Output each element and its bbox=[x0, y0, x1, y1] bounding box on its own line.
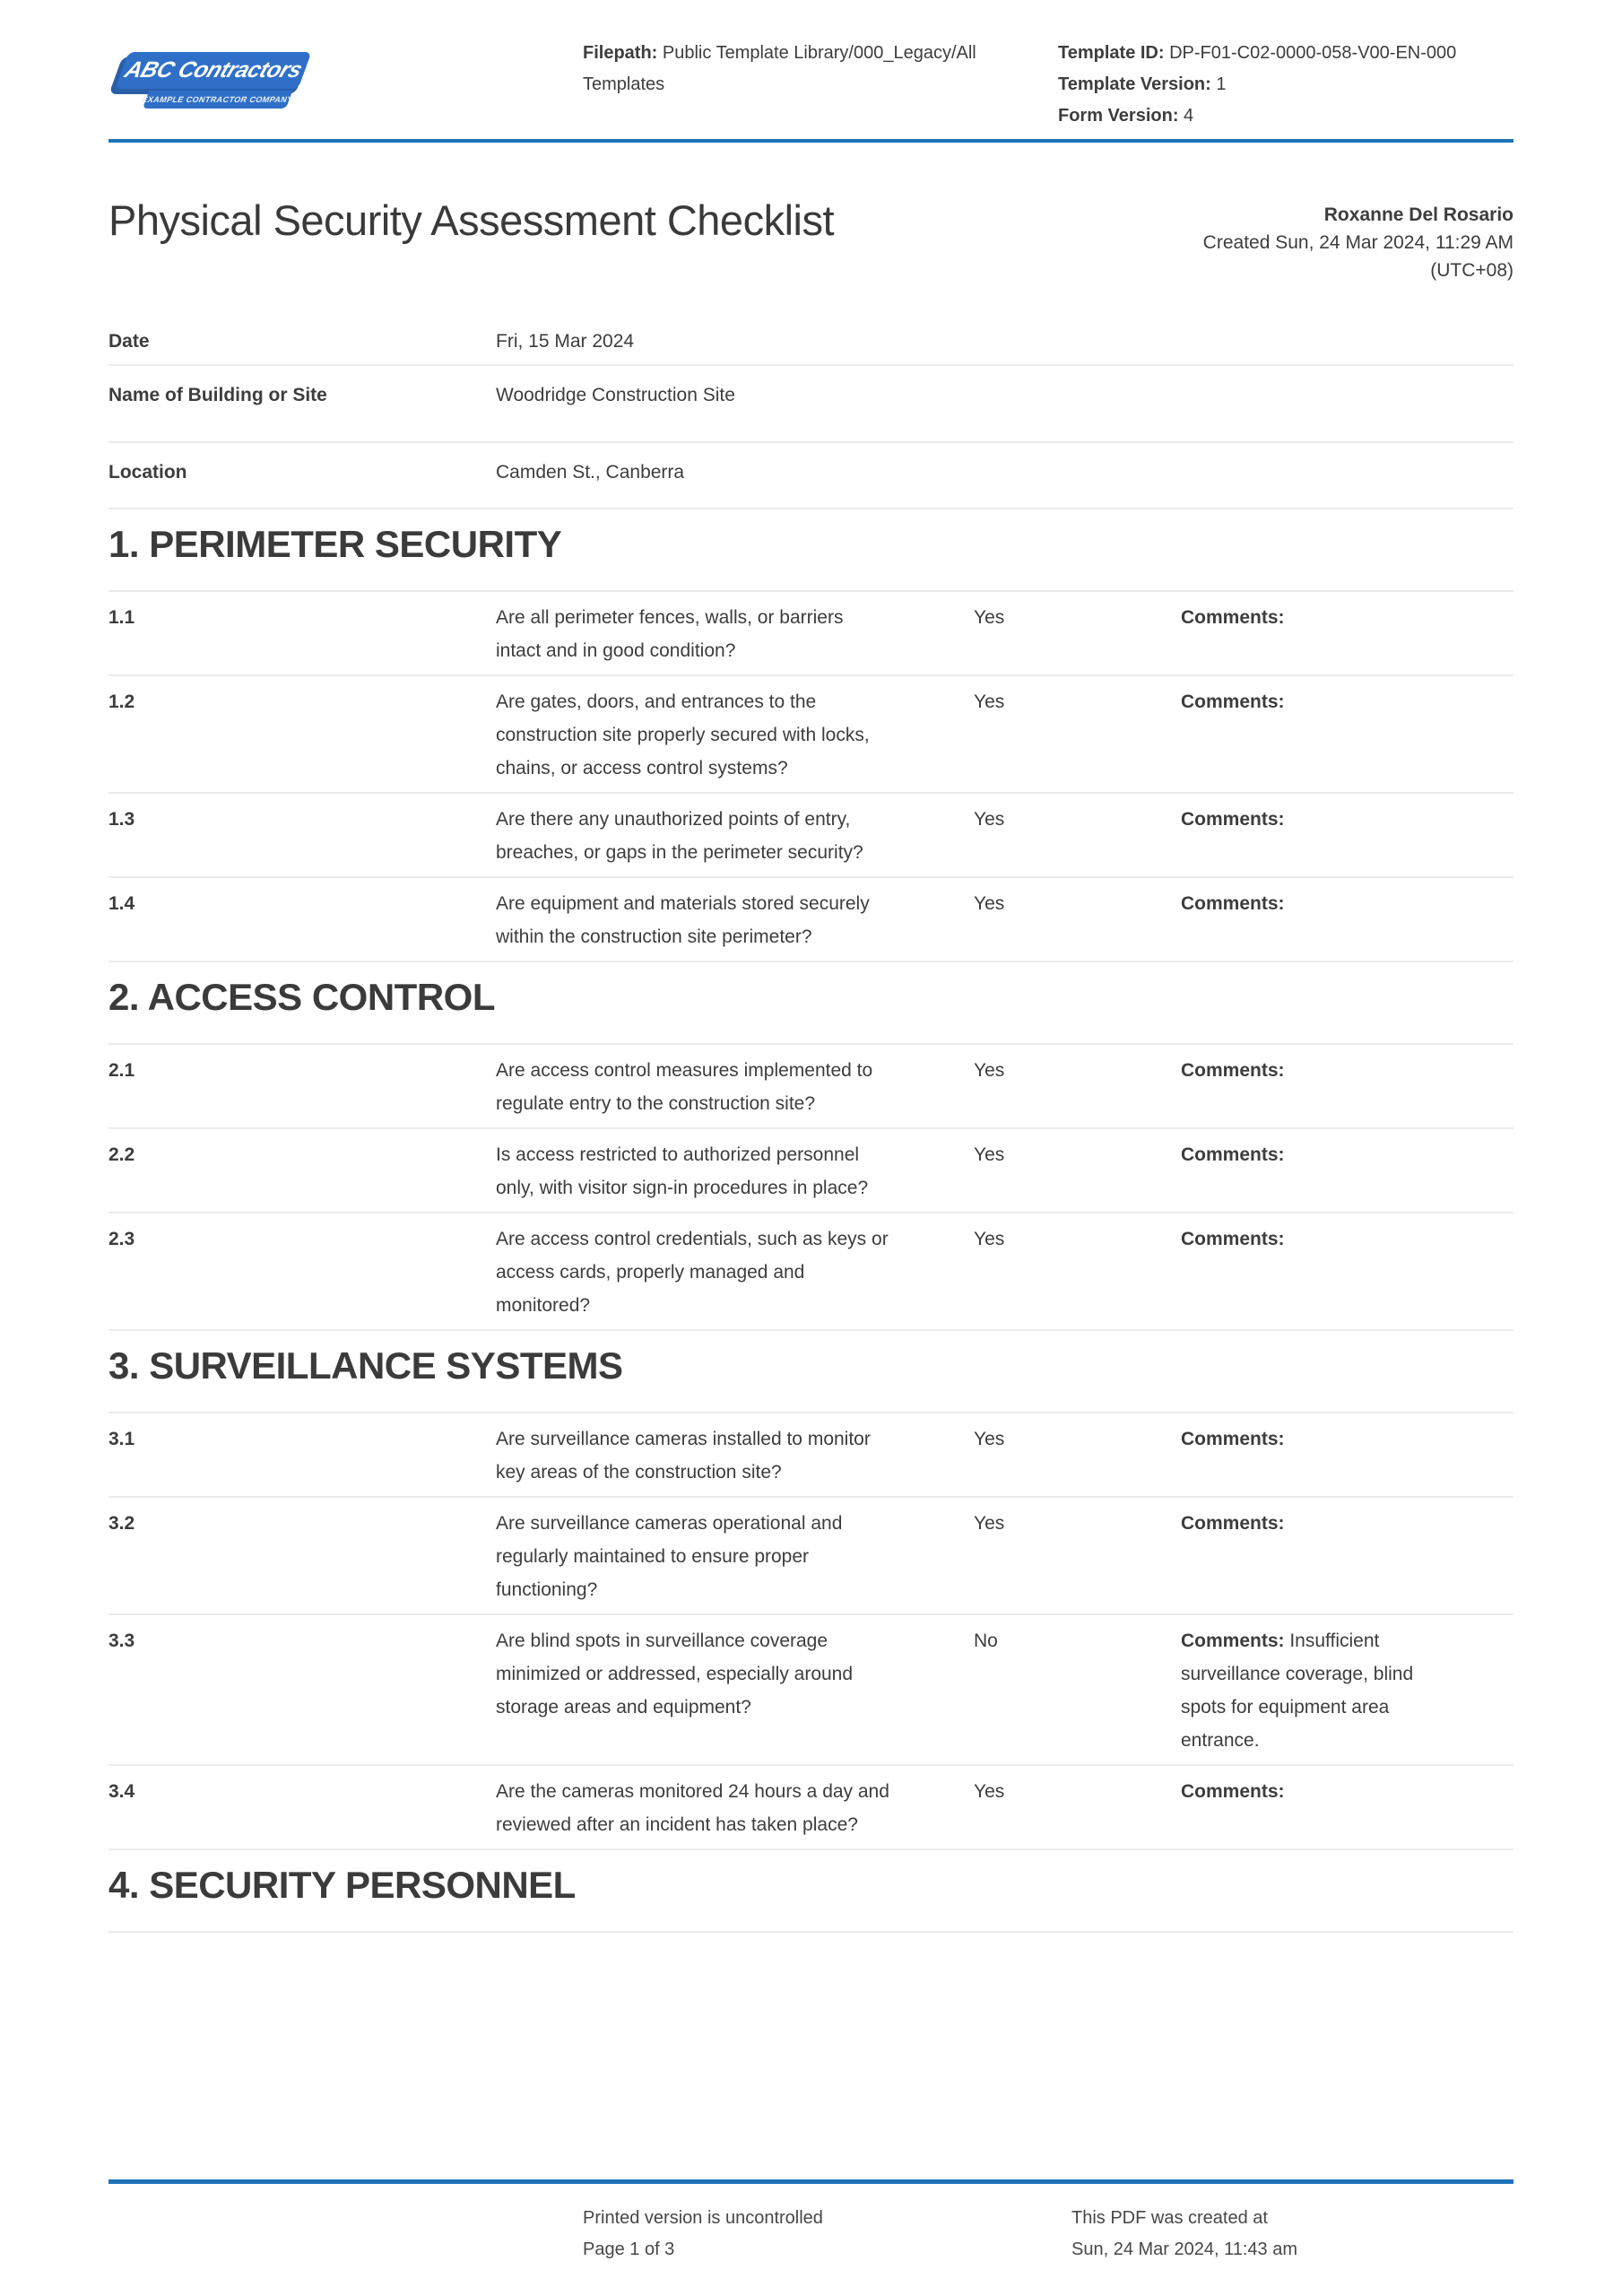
sections-container bbox=[108, 509, 1514, 1933]
footer-divider-rule bbox=[108, 2179, 1514, 2184]
meta-table bbox=[108, 312, 1514, 509]
meta-field-label: Name of Building or Site bbox=[108, 385, 327, 405]
item-comments bbox=[1181, 803, 1514, 869]
item-question: Are surveillance cameras operational and regularly maintained to ensure proper functioning? bbox=[496, 1513, 843, 1600]
item-number: 3.4 bbox=[108, 1781, 135, 1802]
item-number: 1.1 bbox=[108, 607, 135, 628]
item-comments bbox=[1181, 1775, 1514, 1841]
item-question: Are access control measures implemented to regulate entry to the construction site? bbox=[496, 1060, 873, 1114]
item-comments bbox=[1181, 601, 1514, 667]
page-title: Physical Security Assessment Checklist bbox=[108, 196, 835, 244]
item-answer: Yes bbox=[974, 1229, 1005, 1249]
comments-label: Comments: bbox=[1181, 607, 1285, 628]
item-answer: Yes bbox=[974, 1781, 1005, 1802]
item-answer: Yes bbox=[974, 1513, 1005, 1534]
comments-label: Comments: bbox=[1181, 1631, 1285, 1651]
item-comments bbox=[1181, 1507, 1514, 1606]
logo-tagline-band bbox=[140, 89, 295, 109]
template-id-line bbox=[1058, 38, 1542, 69]
item-answer: Yes bbox=[974, 809, 1005, 830]
logo-subtitle: EXAMPLE CONTRACTOR COMPANY bbox=[140, 95, 295, 104]
logo-title: ABC Contractors bbox=[121, 57, 306, 83]
item-answer: Yes bbox=[974, 893, 1005, 914]
checklist-item-row bbox=[108, 1766, 1514, 1850]
footer-left-block bbox=[583, 2203, 823, 2266]
checklist-item-row bbox=[108, 592, 1514, 676]
meta-field-label: Date bbox=[108, 331, 150, 352]
comments-label: Comments: bbox=[1181, 1229, 1285, 1249]
section-heading: 1. PERIMETER SECURITY bbox=[108, 509, 1514, 592]
footer-created-note: This PDF was created at bbox=[1071, 2208, 1268, 2228]
footer-right-block bbox=[1071, 2203, 1297, 2266]
footer-created-date: Sun, 24 Mar 2024, 11:43 am bbox=[1071, 2239, 1298, 2259]
header-template-info bbox=[1058, 38, 1542, 132]
meta-field-label: Location bbox=[108, 462, 187, 483]
header-divider-rule bbox=[108, 139, 1514, 143]
item-comments bbox=[1181, 1138, 1514, 1205]
checklist-item-row bbox=[108, 1615, 1514, 1766]
footer-page-number: Page 1 of 3 bbox=[583, 2239, 675, 2259]
item-number: 3.3 bbox=[108, 1631, 135, 1651]
meta-field-row bbox=[108, 366, 1514, 443]
comments-label: Comments: bbox=[1181, 809, 1285, 830]
header-filepath bbox=[583, 38, 1036, 100]
checklist-item-row bbox=[108, 794, 1514, 878]
comments-label: Comments: bbox=[1181, 1429, 1285, 1449]
checklist-item-row bbox=[108, 1213, 1514, 1331]
item-question: Are blind spots in surveillance coverage minimized or addressed, especially around storage areas and equipment? bbox=[496, 1631, 854, 1718]
comments-label: Comments: bbox=[1181, 893, 1285, 914]
creator-name: Roxanne Del Rosario bbox=[1323, 204, 1514, 225]
filepath-label: Filepath: bbox=[583, 43, 658, 63]
creator-block bbox=[1011, 201, 1514, 284]
filepath-value: Public Template Library/000_Legacy/All Templates bbox=[583, 43, 976, 94]
created-timestamp: Created Sun, 24 Mar 2024, 11:29 AM bbox=[1202, 232, 1514, 253]
item-comments bbox=[1181, 1054, 1514, 1120]
section-heading: 4. SECURITY PERSONNEL bbox=[108, 1850, 1514, 1933]
section-heading: 2. ACCESS CONTROL bbox=[108, 962, 1514, 1045]
item-number: 1.3 bbox=[108, 809, 135, 830]
item-question: Are access control credentials, such as keys or access cards, properly managed and monitored? bbox=[496, 1229, 889, 1316]
checklist-item-row bbox=[108, 1498, 1514, 1615]
checklist-item-row bbox=[108, 676, 1514, 794]
item-number: 2.2 bbox=[108, 1144, 135, 1165]
item-number: 3.2 bbox=[108, 1513, 135, 1534]
item-answer: Yes bbox=[974, 1144, 1005, 1165]
checklist-item-row bbox=[108, 1413, 1514, 1498]
template-version-value: 1 bbox=[1216, 74, 1227, 94]
comments-label: Comments: bbox=[1181, 1513, 1285, 1534]
item-question: Are the cameras monitored 24 hours a day and reviewed after an incident has taken place? bbox=[496, 1781, 889, 1835]
item-question: Are all perimeter fences, walls, or barriers intact and in good condition? bbox=[496, 607, 844, 661]
form-version-line bbox=[1058, 100, 1542, 132]
item-question: Are there any unauthorized points of entry, breaches, or gaps in the perimeter security? bbox=[496, 809, 863, 863]
comments-label: Comments: bbox=[1181, 691, 1285, 712]
item-comments bbox=[1181, 887, 1514, 953]
form-version-label: Form Version: bbox=[1058, 106, 1179, 126]
item-number: 2.1 bbox=[108, 1060, 135, 1081]
meta-field-row bbox=[108, 443, 1514, 509]
item-number: 1.4 bbox=[108, 893, 135, 914]
meta-field-value: Camden St., Canberra bbox=[496, 462, 685, 483]
company-logo bbox=[114, 52, 320, 111]
form-version-value: 4 bbox=[1184, 106, 1194, 126]
item-answer: Yes bbox=[974, 1429, 1005, 1449]
comments-label: Comments: bbox=[1181, 1144, 1285, 1165]
logo-badge bbox=[116, 52, 312, 89]
template-id-value: DP-F01-C02-0000-058-V00-EN-000 bbox=[1169, 43, 1457, 63]
checklist-item-row bbox=[108, 1045, 1514, 1129]
template-version-line bbox=[1058, 69, 1542, 100]
item-comments: Comments: Insufficient surveillance coverage, blind spots for equipment area entrance. bbox=[1181, 1631, 1414, 1751]
checklist-item-row bbox=[108, 878, 1514, 962]
item-comments bbox=[1181, 685, 1514, 785]
meta-field-value: Woodridge Construction Site bbox=[496, 385, 735, 405]
section-heading: 3. SURVEILLANCE SYSTEMS bbox=[108, 1331, 1514, 1413]
meta-field-row bbox=[108, 312, 1514, 366]
comments-label: Comments: bbox=[1181, 1060, 1285, 1081]
item-question: Are gates, doors, and entrances to the construction site properly secured with locks, chains, or access control systems? bbox=[496, 691, 870, 778]
meta-field-value: Fri, 15 Mar 2024 bbox=[496, 331, 635, 352]
item-answer: Yes bbox=[974, 1060, 1005, 1081]
item-number: 1.2 bbox=[108, 691, 135, 712]
item-number: 3.1 bbox=[108, 1429, 135, 1449]
item-question: Are equipment and materials stored securely within the construction site perimeter? bbox=[496, 893, 870, 947]
document-body bbox=[108, 312, 1514, 1933]
template-id-label: Template ID: bbox=[1058, 43, 1165, 63]
item-answer: No bbox=[974, 1631, 998, 1651]
item-comments bbox=[1181, 1422, 1514, 1489]
item-comments bbox=[1181, 1222, 1514, 1322]
item-answer: Yes bbox=[974, 691, 1005, 712]
checklist-item-row bbox=[108, 1129, 1514, 1213]
item-answer: Yes bbox=[974, 607, 1005, 628]
item-number: 2.3 bbox=[108, 1229, 135, 1249]
footer-uncontrolled-note: Printed version is uncontrolled bbox=[583, 2208, 823, 2228]
item-question: Is access restricted to authorized personnel only, with visitor sign-in procedures in place? bbox=[496, 1144, 869, 1198]
comments-label: Comments: bbox=[1181, 1781, 1285, 1802]
created-timezone: (UTC+08) bbox=[1430, 260, 1514, 281]
template-version-label: Template Version: bbox=[1058, 74, 1211, 94]
item-question: Are surveillance cameras installed to monitor key areas of the construction site? bbox=[496, 1429, 871, 1483]
